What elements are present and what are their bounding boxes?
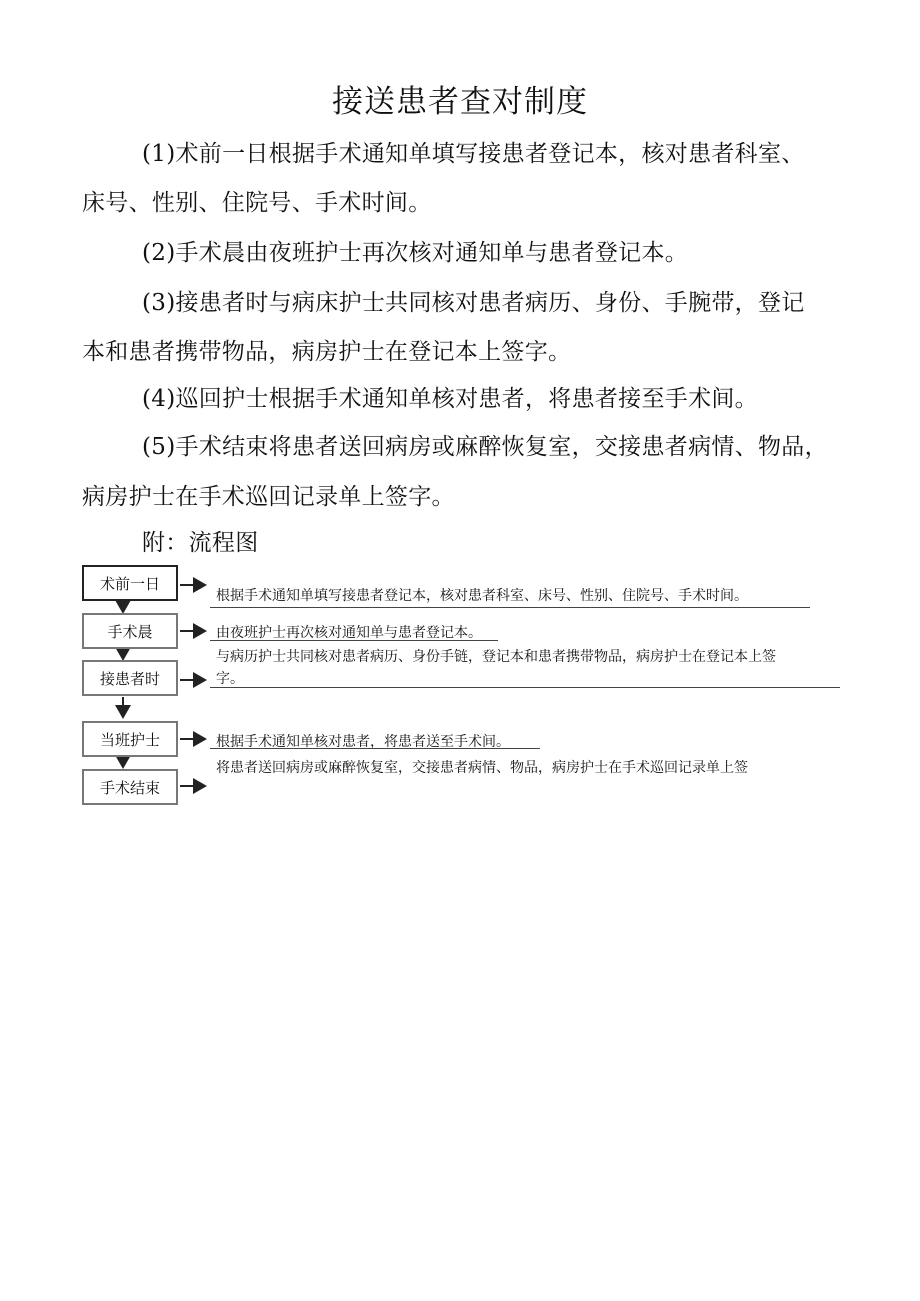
flow-step-2: 手术晨 [82,613,178,649]
flow-desc-1-underline [210,607,810,608]
flow-step-1: 术前一日 [82,565,178,601]
paragraph-1-line-1: (1)术前一日根据手术通知单填写接患者登记本，核对患者科室、 [142,141,805,167]
flow-desc-4-underline [210,748,540,749]
paragraph-1-line-2: 床号、性别、住院号、手术时间。 [82,190,432,216]
flow-step-5: 手术结束 [82,769,178,805]
appendix-label: 附：流程图 [142,530,259,556]
paragraph-3-line-1: (3)接患者时与病床护士共同核对患者病历、身份、手腕带，登记 [142,290,805,316]
paragraph-3-line-2: 本和患者携带物品，病房护士在登记本上签字。 [82,339,572,365]
flow-desc-3-line-2: 字。 [216,671,244,687]
flow-desc-1: 根据手术通知单填写接患者登记本，核对患者科室、床号、性别、住院号、手术时间。 [216,588,748,604]
flow-step-3: 接患者时 [82,660,178,696]
paragraph-4: (4)巡回护士根据手术通知单核对患者，将患者接至手术间。 [142,386,758,412]
document-title: 接送患者查对制度 [332,84,588,120]
flow-desc-5: 将患者送回病房或麻醉恢复室，交接患者病情、物品，病房护士在手术巡回记录单上签 [216,760,748,776]
flow-desc-3-underline [210,687,840,688]
paragraph-5-line-2: 病房护士在手术巡回记录单上签字。 [82,484,455,510]
flow-desc-3-line-1: 与病历护士共同核对患者病历、身份手链，登记本和患者携带物品，病房护士在登记本上签 [216,649,776,665]
flow-desc-2-underline [210,640,498,641]
paragraph-2: (2)手术晨由夜班护士再次核对通知单与患者登记本。 [142,240,689,266]
flow-desc-4: 根据手术通知单核对患者，将患者送至手术间。 [216,734,510,750]
flow-step-4: 当班护士 [82,721,178,757]
flow-desc-2: 由夜班护士再次核对通知单与患者登记本。 [216,625,482,641]
paragraph-5-line-1: (5)手术结束将患者送回病房或麻醉恢复室，交接患者病情、物品， [142,434,828,460]
